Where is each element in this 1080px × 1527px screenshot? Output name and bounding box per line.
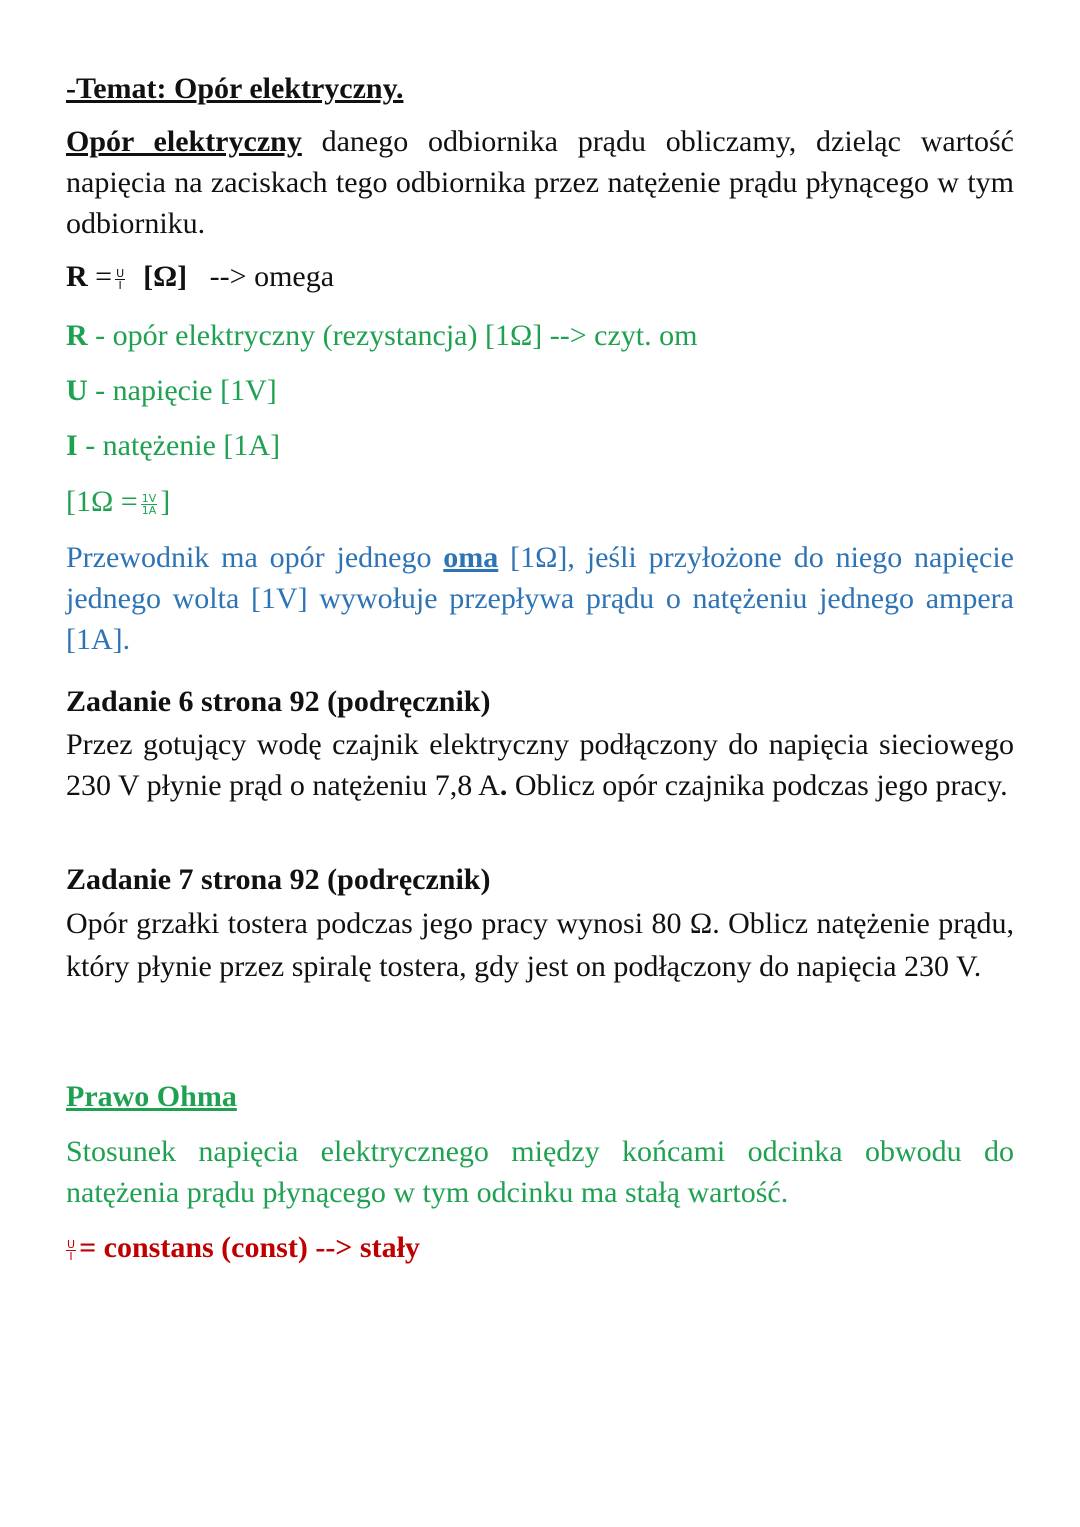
task-7-text: Opór grzałki tostera podczas jego pracy wynosi 80 Ω. Oblicz natężenie prądu, który płynie przez spiralę tostera, gdy jest on podłączony do napięcia 230 V. [66,907,1014,983]
ohm-law-formula [66,1227,1014,1268]
text: Przez gotujący wodę czajnik elektryczny podłączony do napięcia sieciowego 230 V płynie prąd o natężeniu 7,8 A [66,728,1014,802]
symbol: U [66,374,88,407]
fraction-denominator: 1A [141,503,157,517]
text: Przewodnik ma opór jednego [66,541,444,574]
fraction-numerator: U [67,1237,76,1251]
resistance-formula [66,256,1014,297]
text: . [499,769,508,802]
fraction-numerator: 1V [141,491,157,505]
formula-note: --> omega [209,260,335,293]
unit-definition [66,481,1014,522]
symbol-description: - opór elektryczny (rezystancja) [1Ω] --> czyt. om [87,319,698,352]
task-7-heading: Zadanie 7 strona 92 (podręcznik) [66,863,491,896]
symbol-line [66,425,1014,466]
symbol: R [66,319,88,352]
definition-text: danego odbiornika prądu obliczamy, dzieląc wartość napięcia na zaciskach tego odbiornika przez natężenie prądu płynącego w tym odbiorniku. [66,125,1014,240]
formula-equals: = [87,260,113,293]
symbol-description: - napięcie [1V] [87,374,277,407]
ohm-law-heading: Prawo Ohma [66,1080,237,1113]
fraction-denominator: I [69,1249,73,1263]
formula-fraction [115,268,125,291]
unit-def-pre: [1Ω = [66,485,138,518]
definition-paragraph [66,121,1014,244]
formula-text: = constans (const) --> stały [79,1231,420,1264]
page-title: -Temat: Opór elektryczny. [66,72,404,105]
text: Oblicz opór czajnika podczas jego pracy. [507,769,1008,802]
ohm-fraction [66,1239,76,1262]
task-6-heading: Zadanie 6 strona 92 (podręcznik) [66,685,491,718]
ohm-law-text: Stosunek napięcia elektrycznego między końcami odcinka obwodu do natężenia prądu płynącego w tym odcinku ma stałą wartość. [66,1135,1014,1209]
definition-term: Opór elektryczny [66,125,302,158]
task-6-text [66,724,1014,806]
symbol-line [66,315,1014,356]
formula-lhs: R [66,260,88,293]
fraction-numerator: U [116,266,125,280]
unit-fraction [141,493,158,516]
symbol-description: - natężenie [1A] [77,429,281,462]
fraction-denominator: I [118,278,122,292]
text: [1Ω], jeśli przyłożone do niego napięcie jednego wolta [1V] wywołuje przepływa prądu o natężeniu jednego ampera [1A]. [66,541,1014,656]
formula-unit: [Ω] [143,260,188,293]
ohm-term: oma [443,541,499,574]
symbol: I [66,429,78,462]
unit-def-post: ] [160,485,171,518]
symbol-line [66,370,1014,411]
ohm-unit-paragraph [66,537,1014,660]
